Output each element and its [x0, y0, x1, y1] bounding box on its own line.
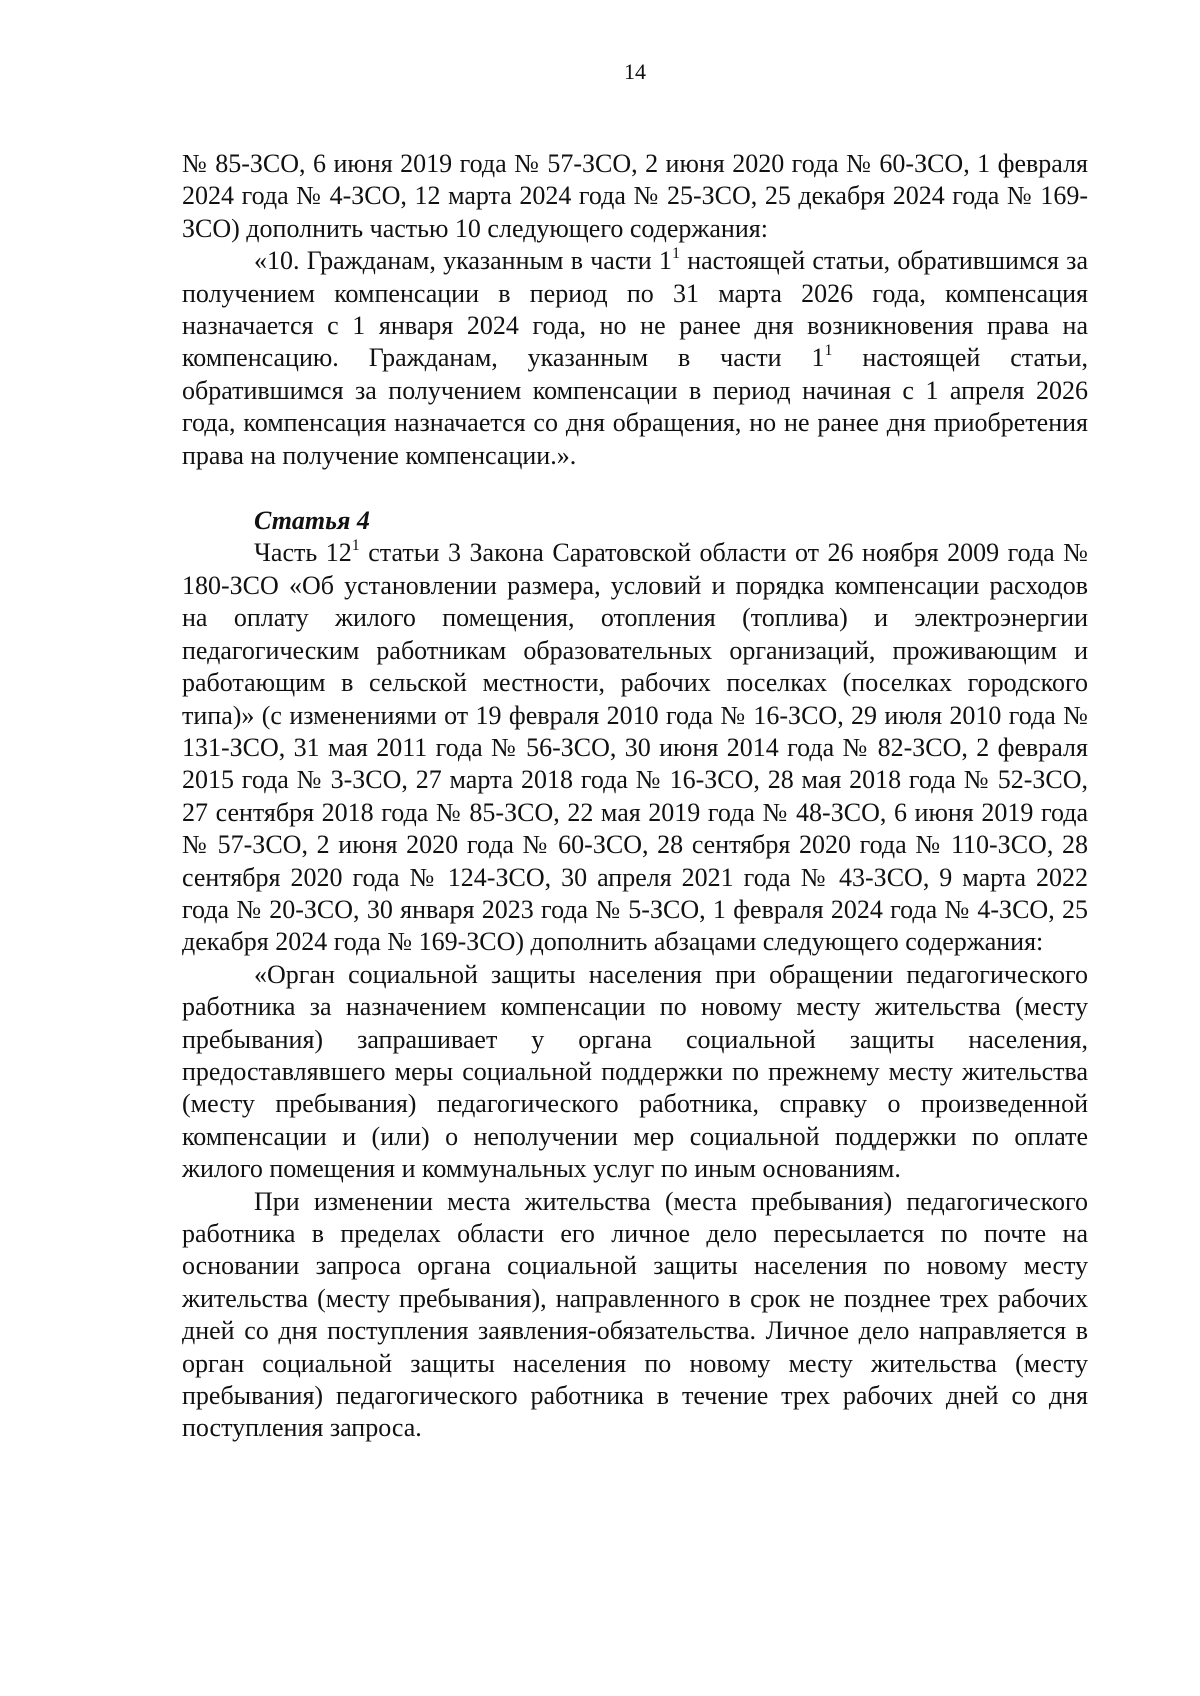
- article4-quote-paragraph-1: «Орган социальной защиты населения при обращении педагогического работника за назначением компенсации по новому месту жительства (месту пребывания) запрашивает у органа социальной защиты населения, предоставлявшего меры социальной поддержки по прежнему месту жительства (месту пребывания) педагогического работника, справку о произведенной компенсации и (или) о неполучении мер социальной поддержки по оплате жилого помещения и коммунальных услуг по иным основаниям.: [182, 959, 1088, 1184]
- article4-intro-paragraph: [182, 537, 1088, 958]
- text-segment: статьи 3 Закона Саратовской области от 26 ноября 2009 года № 180-ЗСО «Об установлении размера, условий и порядка компенсации расходов на оплату жилого помещения, отопления (топлива) и электроэнергии педагогическим работникам образовательных организаций, проживающим и работающим в сельской местности, рабочих поселках (поселках городского типа)» (с изменениями от 19 февраля 2010 года № 16-ЗСО, 29 июля 2010 года № 131-ЗСО, 31 мая 2011 года № 56-ЗСО, 30 июня 2014 года № 82-ЗСО, 2 февраля 2015 года № 3-ЗСО, 27 марта 2018 года № 16-ЗСО, 28 мая 2018 года № 52-ЗСО, 27 сентября 2018 года № 85-ЗСО, 22 мая 2019 года № 48-ЗСО, 6 июня 2019 года № 57-ЗСО, 2 июня 2020 года № 60-ЗСО, 28 сентября 2020 года № 110-ЗСО, 28 сентября 2020 года № 124-ЗСО, 30 апреля 2021 года № 43-ЗСО, 9 марта 2022 года № 20-ЗСО, 30 января 2023 года № 5-ЗСО, 1 февраля 2024 года № 4-ЗСО, 25 декабря 2024 года № 169-ЗСО) дополнить абзацами следующего содержания:: [182, 538, 1088, 957]
- text-segment: Часть 12: [254, 538, 352, 568]
- superscript: 1: [351, 537, 360, 555]
- article3-continuation: № 85-ЗСО, 6 июня 2019 года № 57-ЗСО, 2 июня 2020 года № 60-ЗСО, 1 февраля 2024 года № 4-ЗСО, 12 марта 2024 года № 25-ЗСО, 25 декабря 2024 года № 169-ЗСО) дополнить частью 10 следующего содержания:: [182, 149, 1088, 243]
- superscript: 1: [824, 342, 833, 360]
- superscript: 1: [671, 245, 680, 263]
- spacer: [182, 472, 1088, 505]
- page-number: 14: [624, 59, 646, 84]
- text-segment: «10. Гражданам, указанным в части 1: [254, 246, 672, 276]
- article4-heading: Статья 4: [254, 506, 370, 536]
- text-segment: настоящей статьи, обратившимся за получением компенсации в период по 31 марта 2026 года, компенсация назначается с 1 января 2024 года, но не ранее дня возникновения права на компенсацию. Гражданам, указанным в части 1: [182, 246, 1088, 373]
- document-body: [182, 148, 1088, 1445]
- article4-quote-paragraph-2: При изменении места жительства (места пребывания) педагогического работника в пределах области его личное дело пересылается по почте на основании запроса органа социальной защиты населения по новому месту жительства (месту пребывания), направленного в срок не позднее трех рабочих дней со дня поступления заявления-обязательства. Личное дело направляется в орган социальной защиты населения по новому месту жительства (месту пребывания) педагогического работника в течение трех рабочих дней со дня поступления запроса.: [182, 1186, 1088, 1443]
- article3-part10-paragraph: [182, 245, 1088, 472]
- text-segment: настоящей статьи, обратившимся за получением компенсации в период начиная с 1 апреля 2026 года, компенсация назначается со дня обращения, но не ранее дня приобретения права на получение компенсации.».: [182, 343, 1088, 470]
